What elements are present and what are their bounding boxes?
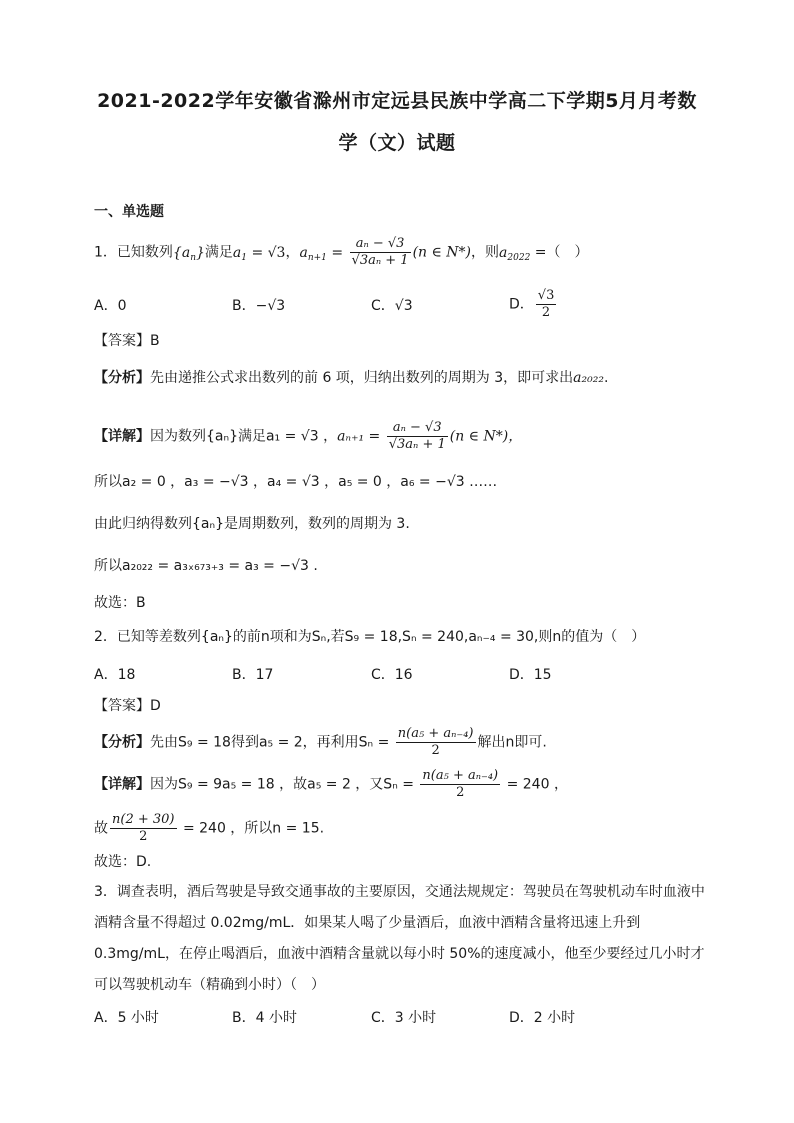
q1-target: $a_{2022}$ bbox=[499, 244, 531, 263]
q1-answer: 【答案】B bbox=[94, 333, 160, 349]
q2-option-d: D．15 bbox=[509, 667, 552, 683]
q1-detail: 【详解】因为数列{aₙ}满足a₁ = √3 ，aₙ₊₁ = $\frac{\text{aₙ − √3}}{\text{√3aₙ + 1}}$ (n ∈ N*)， bbox=[94, 420, 523, 452]
q3-option-b: B．4 小时 bbox=[232, 1010, 297, 1026]
q1-period: 由此归纳得数列{aₙ}是周期数列，数列的周期为 3. bbox=[94, 516, 410, 532]
section-heading: 一、单选题 bbox=[94, 204, 164, 220]
doc-title-line1: 2021-2022学年安徽省滁州市定远县民族中学高二下学期5月月考数 bbox=[97, 90, 697, 112]
q1-fraction: $\frac{\text{aₙ − √3}}{\text{√3aₙ + 1}}$ bbox=[351, 236, 409, 268]
q2-choose: 故选：D. bbox=[94, 854, 152, 870]
q1-ask: =（ ） bbox=[530, 244, 589, 261]
q1-seq: $\{a_n\}$ bbox=[172, 244, 205, 263]
q1-prefix: 1．已知数列 bbox=[94, 244, 173, 261]
q1-option-b: B．−√3 bbox=[232, 298, 286, 314]
q1-domain: (n ∈ N*) bbox=[412, 244, 472, 261]
q1-analysis: 【分析】先由递推公式求出数列的前 6 项，归纳出数列的周期为 3，即可求出a₂₀₂₂. bbox=[94, 370, 609, 386]
q1-a1: $a_1 = √3$ bbox=[232, 244, 286, 263]
q3-option-a: A．5 小时 bbox=[94, 1010, 159, 1026]
q1-choose: 故选：B bbox=[94, 595, 146, 611]
q1-option-d: D． $\frac{√3}{2}$ bbox=[509, 288, 555, 320]
q2-analysis: 【分析】先由S₉ = 18得到a₅ = 2，再利用Sₙ = $\frac{\text{n(a₅ + aₙ₋₄)}}{2}$ 解出n即可. bbox=[94, 726, 547, 758]
doc-title-line2: 学（文）试题 bbox=[338, 132, 456, 154]
q2-option-c: C．16 bbox=[371, 667, 413, 683]
q1-option-a: A．0 bbox=[94, 298, 127, 314]
q3-option-d: D．2 小时 bbox=[509, 1010, 576, 1026]
q1-recurrence: $a_{n+1}$ = bbox=[299, 244, 348, 263]
q3-stem: 3．调查表明，酒后驾驶是导致交通事故的主要原因，交通法规规定：驾驶员在驾驶机动车时血液中酒精含量不得超过 0.02mg/mL．如果某人喝了少量酒后，血液中酒精含量将迅速上升到 0.3mg/mL，在停止喝酒后，血液中酒精含量就以每小时 50%的速度减小，他至少要经过几小时才可以驾驶机动车（精确到小时）（ ） bbox=[94, 884, 705, 993]
q2-detail: 【详解】因为S₉ = 9a₅ = 18 ，故a₅ = 2 ，又Sₙ = $\frac{\text{n(a₅ + aₙ₋₄)}}{2}$ = 240 ， bbox=[94, 768, 568, 800]
q1-sequence-values: 所以a₂ = 0 ，a₃ = −√3 ，a₄ = √3 ，a₅ = 0 ，a₆ = −√3 …… bbox=[94, 474, 498, 490]
q2-calculation: 故 $\frac{n(2 + 30)}{2}$ = 240 ，所以n = 15. bbox=[94, 812, 325, 844]
q1-then: ，则 bbox=[471, 244, 500, 261]
q1-option-c: C．√3 bbox=[371, 298, 413, 314]
q1-result: 所以a₂₀₂₂ = a₃ₓ₆₇₃₊₃ = a₃ = −√3 . bbox=[94, 558, 318, 574]
q2-stem: 2．已知等差数列{aₙ}的前n项和为Sₙ,若S₉ = 18,Sₙ = 240,aₙ₋₄ = 30,则n的值为（ ） bbox=[94, 629, 646, 645]
q2-option-a: A．18 bbox=[94, 667, 136, 683]
q3-option-c: C．3 小时 bbox=[371, 1010, 437, 1026]
q2-option-b: B．17 bbox=[232, 667, 274, 683]
q1-cond: 满足 bbox=[204, 244, 233, 261]
q1-stem bbox=[94, 236, 588, 269]
q1-sep: ， bbox=[285, 244, 300, 261]
q2-answer: 【答案】D bbox=[94, 698, 161, 714]
